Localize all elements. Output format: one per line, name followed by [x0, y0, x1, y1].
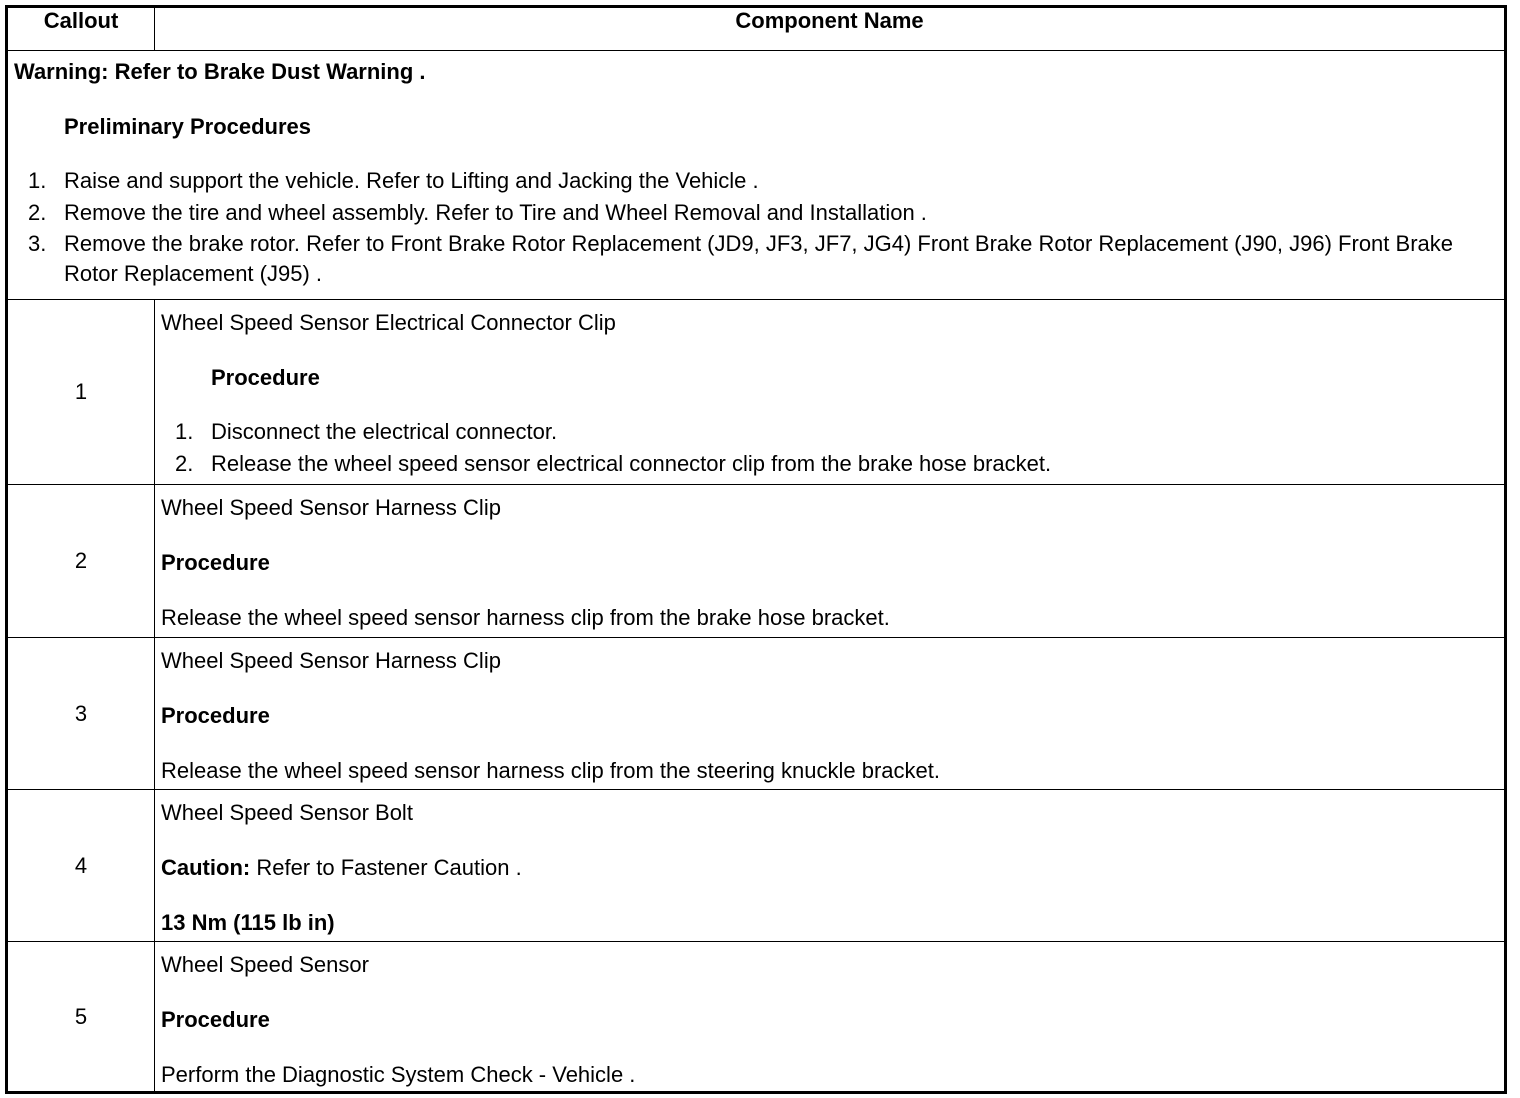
warning-text: Warning: Refer to Brake Dust Warning . — [14, 59, 426, 84]
caution-label: Caution: — [161, 855, 251, 880]
step-text: Raise and support the vehicle. Refer to Lifting and Jacking the Vehicle . — [64, 168, 759, 193]
component-name: Wheel Speed Sensor Bolt — [161, 800, 413, 825]
procedure-title: Procedure — [161, 1007, 270, 1032]
procedure-text: Release the wheel speed sensor harness clip from the steering knuckle bracket. — [161, 758, 940, 783]
table-header-row — [7, 7, 1506, 51]
step-number: 2. — [175, 451, 194, 476]
callout-number: 5 — [7, 942, 155, 1093]
component-name: Wheel Speed Sensor Electrical Connector Clip — [161, 310, 616, 335]
step-text: Release the wheel speed sensor electrical connector clip from the brake hose bracket. — [211, 451, 1052, 476]
table-row — [7, 790, 1506, 942]
callout-number: 2 — [7, 485, 155, 638]
step-number: 3. — [28, 231, 47, 256]
component-cell — [155, 300, 1506, 485]
preliminary-procedures-title: Preliminary Procedures — [64, 114, 312, 139]
table-row — [7, 485, 1506, 638]
warning-cell — [7, 51, 1506, 300]
callout-number: 4 — [7, 790, 155, 942]
list-item — [161, 448, 1498, 480]
table-row — [7, 942, 1506, 1093]
component-cell — [155, 790, 1506, 942]
callout-number: 1 — [7, 300, 155, 485]
callout-number: 3 — [7, 638, 155, 790]
list-item — [161, 416, 1498, 448]
component-name-header: Component Name — [155, 7, 1506, 51]
step-text: Remove the tire and wheel assembly. Refer to Tire and Wheel Removal and Installation . — [64, 200, 927, 225]
procedure-table — [5, 5, 1507, 1094]
callout-header: Callout — [7, 7, 155, 51]
component-cell — [155, 638, 1506, 790]
warning-row — [7, 51, 1506, 300]
procedure-title: Procedure — [161, 703, 270, 728]
component-name: Wheel Speed Sensor Harness Clip — [161, 495, 501, 520]
component-cell — [155, 485, 1506, 638]
procedure-title: Procedure — [211, 365, 320, 390]
step-number: 2. — [28, 200, 47, 225]
procedure-title: Procedure — [161, 550, 270, 575]
component-name: Wheel Speed Sensor Harness Clip — [161, 648, 501, 673]
caution-line — [161, 851, 1498, 884]
table-row — [7, 638, 1506, 790]
list-item — [14, 229, 1498, 289]
step-text: Remove the brake rotor. Refer to Front Brake Rotor Replacement (JD9, JF3, JF7, JG4) Front Brake Rotor Replacement (J90, J96) Front Brake Rotor Replacement (J95) . — [64, 231, 1453, 286]
table-row — [7, 300, 1506, 485]
step-text: Disconnect the electrical connector. — [211, 419, 558, 444]
preliminary-steps-list — [14, 165, 1498, 289]
component-cell — [155, 942, 1506, 1093]
step-number: 1. — [28, 168, 47, 193]
procedure-text: Perform the Diagnostic System Check - Vehicle . — [161, 1062, 636, 1087]
procedure-steps-list — [161, 416, 1498, 480]
list-item — [14, 197, 1498, 229]
torque-spec: 13 Nm (115 lb in) — [161, 910, 335, 935]
list-item — [14, 165, 1498, 197]
procedure-text: Release the wheel speed sensor harness clip from the brake hose bracket. — [161, 605, 890, 630]
caution-text: Refer to Fastener Caution . — [256, 855, 522, 880]
step-number: 1. — [175, 419, 194, 444]
component-name: Wheel Speed Sensor — [161, 952, 369, 977]
